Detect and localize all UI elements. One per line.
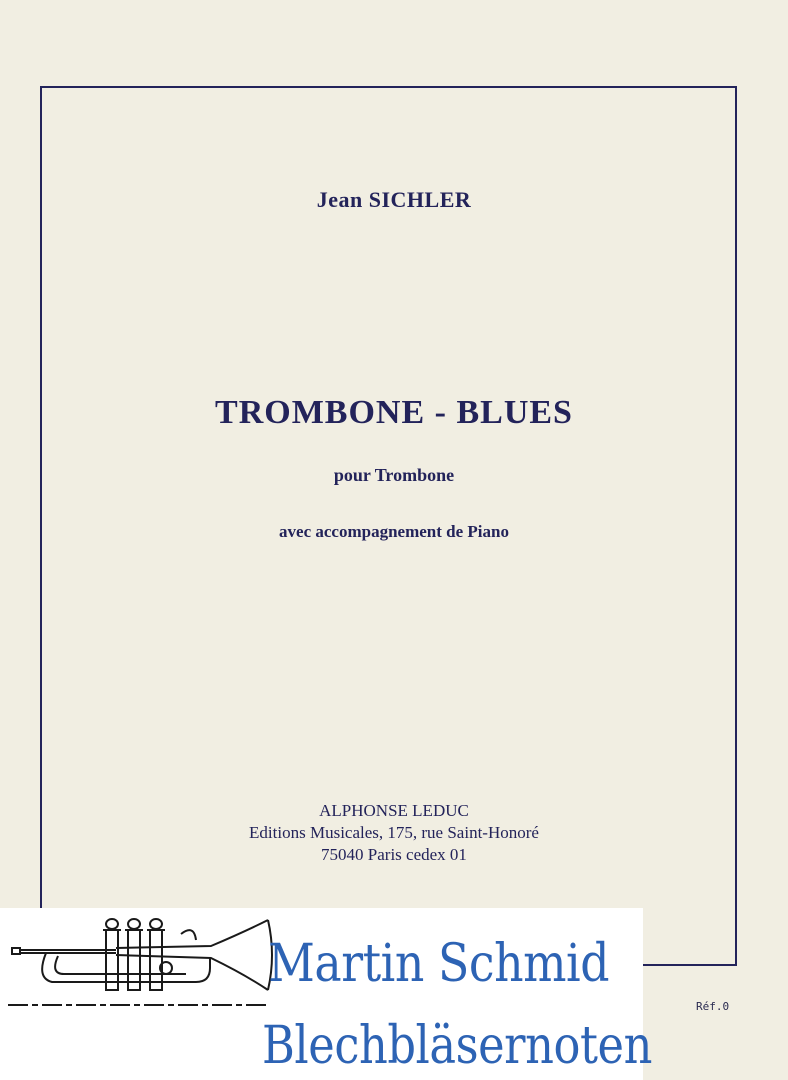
- accompaniment-note: avec accompagnement de Piano: [279, 522, 509, 541]
- publisher-address-line1: Editions Musicales, 175, rue Saint-Honoré: [249, 823, 539, 842]
- trumpet-icon: [6, 912, 276, 1004]
- publisher-block: [0, 800, 788, 866]
- seller-watermark: [0, 908, 652, 1080]
- reference-code: Réf.0: [696, 1000, 730, 1013]
- publisher-address-line2: 75040 Paris cedex 01: [321, 845, 467, 864]
- watermark-seller-tagline: Blechbläsernoten: [262, 1016, 652, 1076]
- work-title: TROMBONE - BLUES: [215, 394, 573, 431]
- decorative-dash-line: [8, 1000, 278, 1010]
- publisher-name: ALPHONSE LEDUC: [319, 801, 469, 820]
- instrument-subtitle: pour Trombone: [333, 465, 455, 485]
- composer-name: Jean SICHLER: [316, 187, 472, 212]
- watermark-seller-name: Martin Schmid: [268, 934, 610, 994]
